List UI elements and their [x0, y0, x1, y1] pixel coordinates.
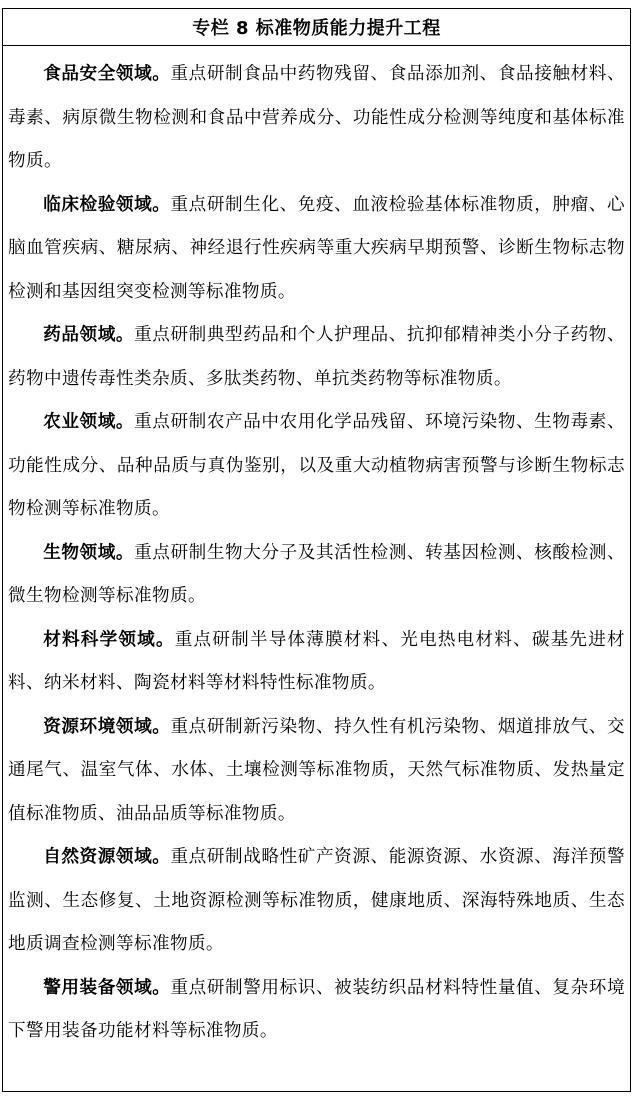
- section-text: 重点研制战略性矿产资源、能源资源、水资源、海洋预警监测、生态修复、土地资源检测等标准物质，健康地质、深海特殊地质、生态地质调查检测等标准物质。: [8, 847, 625, 954]
- section-agriculture: [8, 401, 625, 532]
- section-text: 重点研制农产品中农用化学品残留、环境污染物、生物毒素、功能性成分、品种品质与真伪鉴别，以及重大动植物病害预警与诊断生物标志物检测等标准物质。: [8, 412, 625, 519]
- section-resources-environment: [8, 706, 625, 837]
- section-pharmaceuticals: [8, 314, 625, 401]
- section-heading: 资源环境领域。: [43, 716, 171, 737]
- feature-box: [2, 8, 631, 1092]
- section-materials-science: [8, 619, 625, 706]
- section-heading: 生物领域。: [43, 542, 135, 563]
- section-text: 重点研制食品中药物残留、食品添加剂、食品接触材料、毒素、病原微生物检测和食品中营养成分、功能性成分检测等纯度和基体标准物质。: [8, 64, 625, 171]
- section-clinical-testing: [8, 184, 625, 315]
- section-text: 重点研制生化、免疫、血液检验基体标准物质，肿瘤、心脑血管疾病、糖尿病、神经退行性疾病等重大疾病早期预警、诊断生物标志物检测和基因组突变检测等标准物质。: [8, 194, 625, 302]
- section-natural-resources: [8, 836, 625, 967]
- section-food-safety: [8, 53, 625, 184]
- section-heading: 材料科学领域。: [43, 629, 175, 650]
- section-text: 重点研制警用标识、被装纺织品材料特性量值、复杂环境下警用装备功能材料等标准物质。: [8, 977, 625, 1041]
- section-text: 重点研制半导体薄膜材料、光电热电材料、碳基先进材料、纳米材料、陶瓷材料等材料特性标准物质。: [8, 629, 625, 693]
- section-biology: [8, 532, 625, 619]
- section-heading: 警用装备领域。: [43, 977, 171, 998]
- section-text: 重点研制典型药品和个人护理品、抗抑郁精神类小分子药物、药物中遗传毒性类杂质、多肽类药物、单抗类药物等标准物质。: [8, 325, 625, 389]
- section-police-equipment: [8, 967, 625, 1054]
- section-heading: 药品领域。: [43, 325, 135, 345]
- section-heading: 农业领域。: [43, 412, 135, 432]
- section-text: 重点研制新污染物、持久性有机污染物、烟道排放气、交通尾气、温室气体、水体、土壤检测等标准物质，天然气标准物质、发热量定值标准物质、油品品质等标准物质。: [8, 716, 625, 824]
- section-heading: 食品安全领域。: [43, 64, 171, 84]
- box-body: [3, 46, 630, 1054]
- section-heading: 临床检验领域。: [43, 194, 171, 215]
- section-heading: 自然资源领域。: [43, 847, 171, 867]
- section-text: 重点研制生物大分子及其活性检测、转基因检测、核酸检测、微生物检测等标准物质。: [8, 542, 625, 606]
- box-title: 专栏 8 标准物质能力提升工程: [3, 9, 630, 46]
